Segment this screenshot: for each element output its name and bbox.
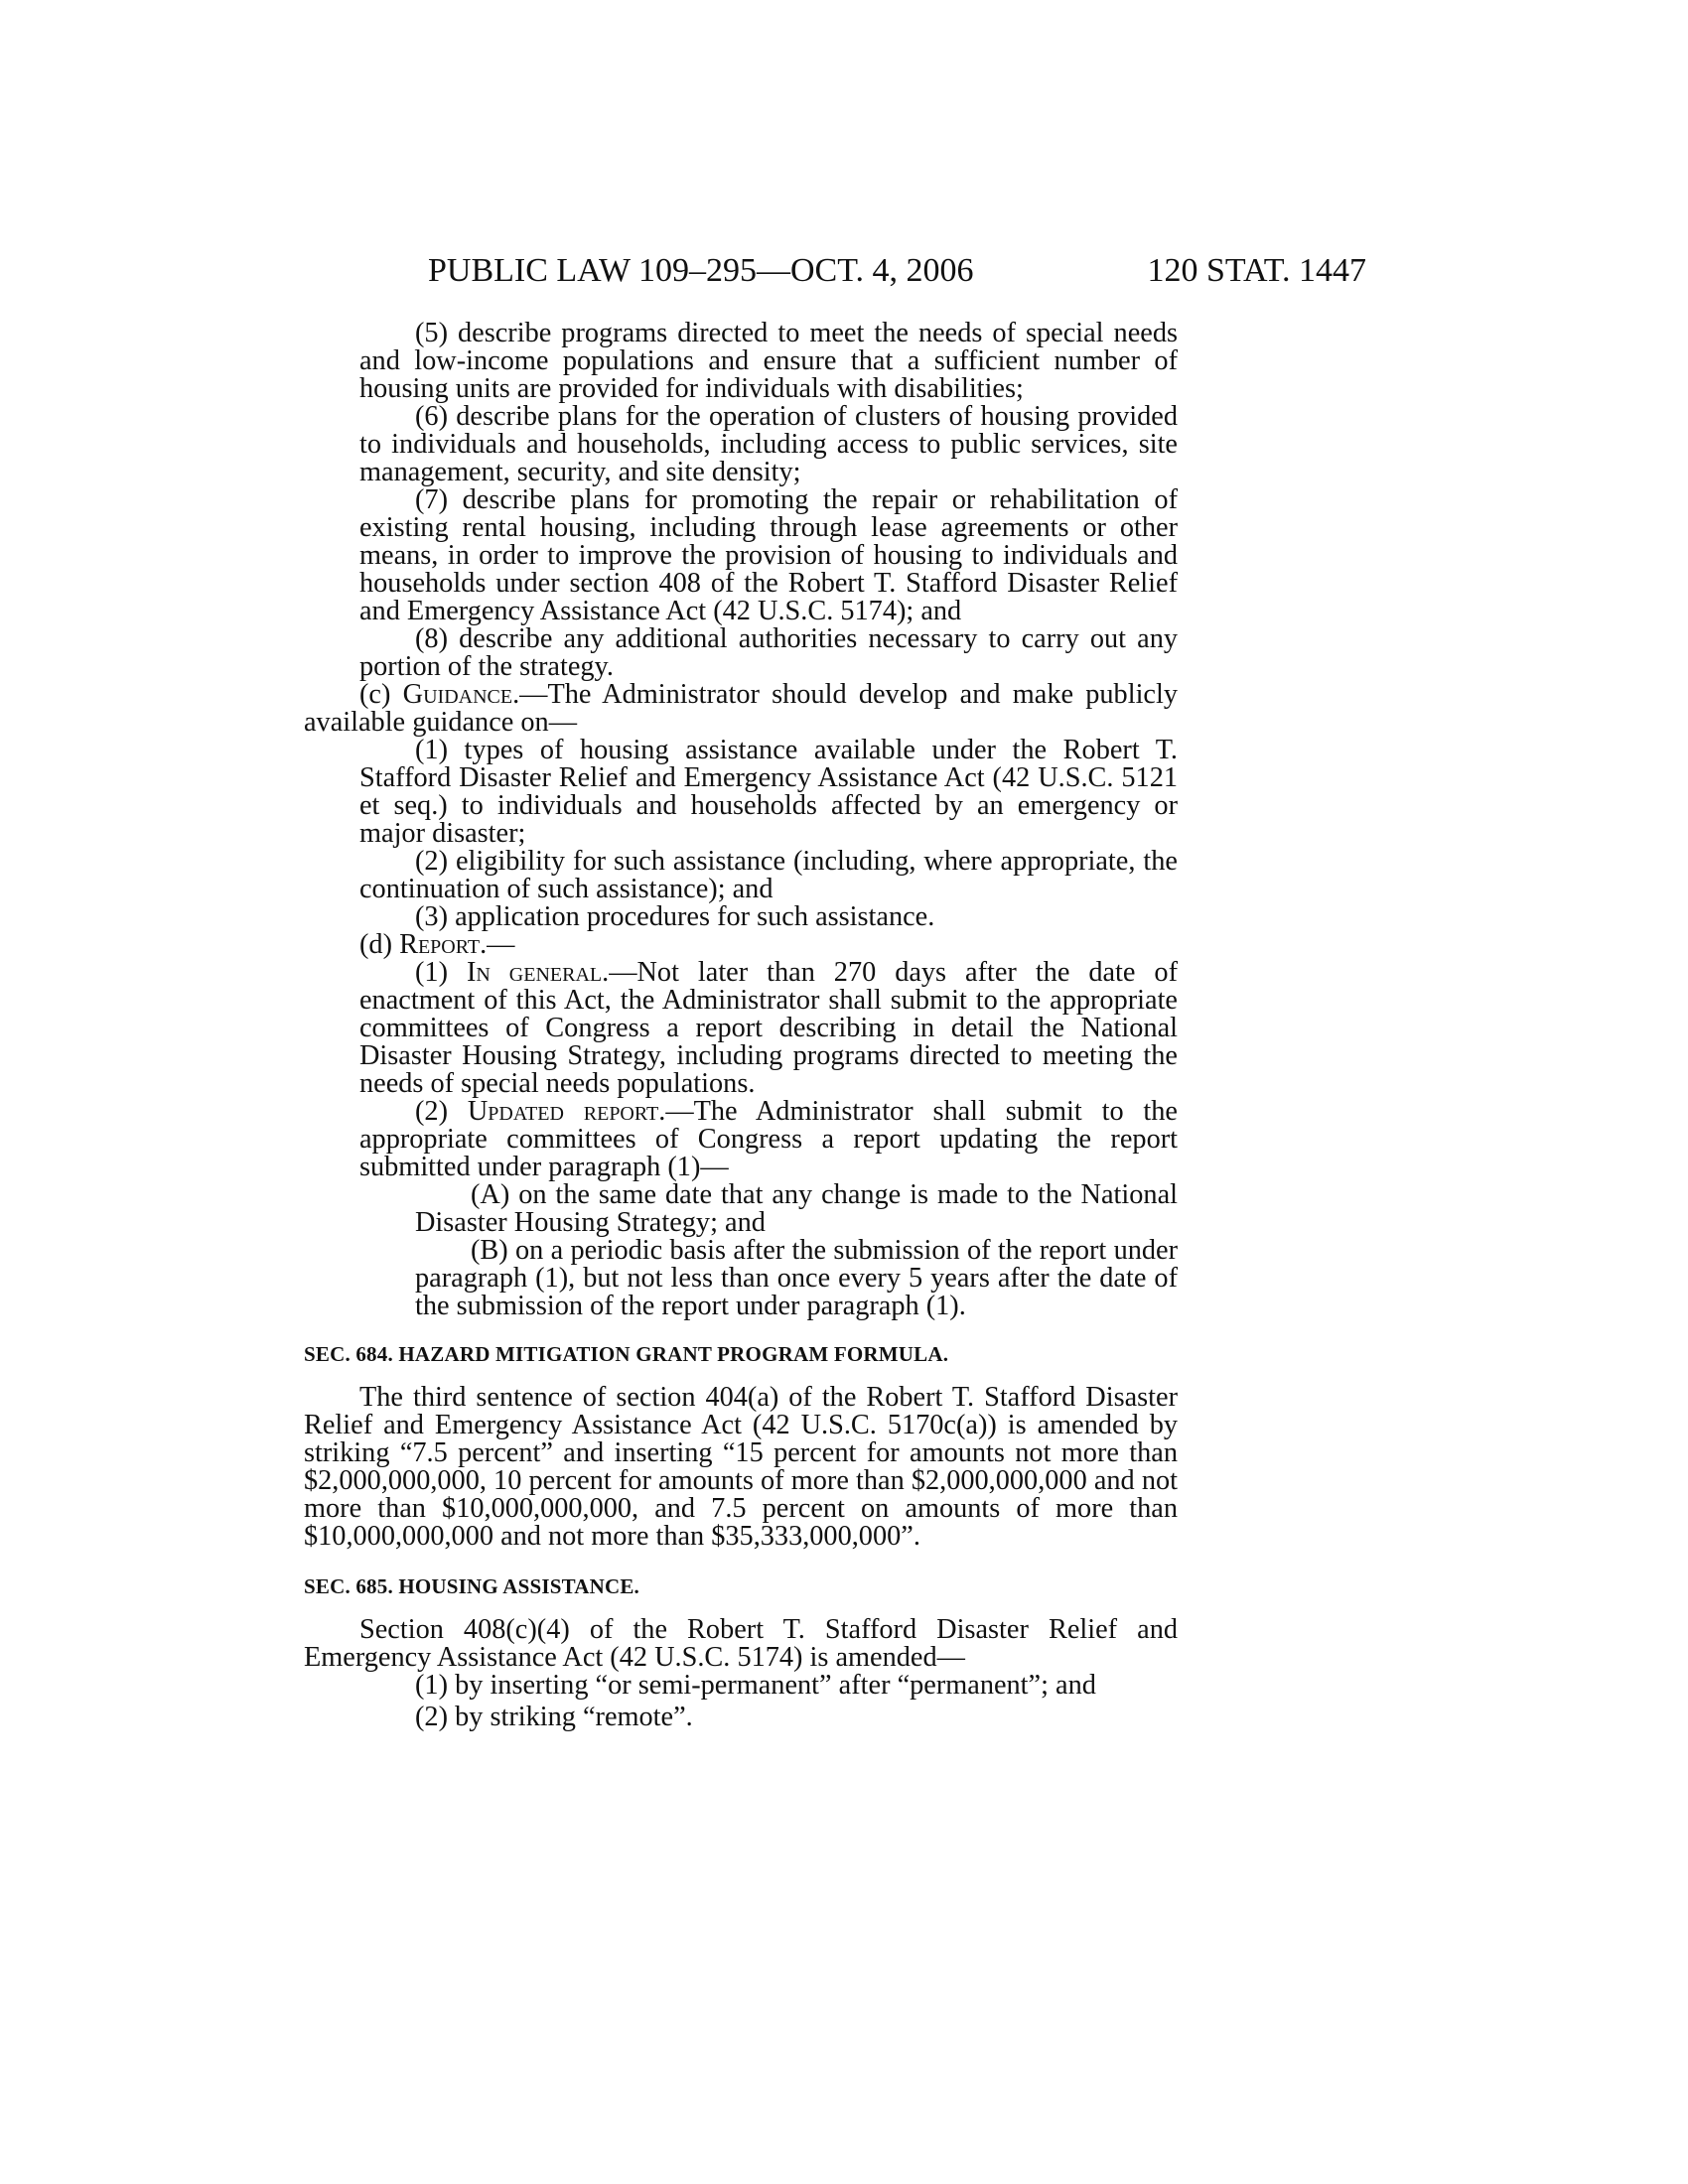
d1-prefix: (1) xyxy=(415,957,467,988)
subsection-c-prefix: (c) xyxy=(359,679,403,710)
d2-heading: Updated report xyxy=(467,1096,659,1127)
section-685-item-1: (1) by inserting “or semi-permanent” after “permanent”; and xyxy=(415,1670,1096,1701)
d2-text: .—The Administrator shall submit to the appropriate committees of Congress a report updating the report submitted under paragraph (1)— xyxy=(359,1096,1178,1182)
statute-page-number: 120 STAT. 1447 xyxy=(1147,252,1366,289)
subsection-d xyxy=(304,931,1178,959)
page-body xyxy=(304,320,1178,1731)
d2-prefix: (2) xyxy=(415,1096,468,1127)
running-title: PUBLIC LAW 109–295—OCT. 4, 2006 xyxy=(428,252,974,289)
d1-text: .—Not later than 270 days after the date of enactment of this Act, the Administrator shall submit to the appropriate committees of Congress a report describing in detail the National Disaster Housing Strategy, including programs directed to meeting the needs of special needs populations. xyxy=(359,957,1179,1099)
subsection-c-heading: Guidance xyxy=(402,679,513,710)
subsection-c-item-1: (1) types of housing assistance available under the Robert T. Stafford Disaster Relief and Emergency Assistance Act (42 U.S.C. 5121 et seq.) to individuals and households affected by an emergency or major disaster; xyxy=(359,735,1178,849)
section-685-intro: Section 408(c)(4) of the Robert T. Stafford Disaster Relief and Emergency Assistance Act (42 U.S.C. 5174) is amended— xyxy=(304,1614,1178,1673)
subsection-c xyxy=(304,681,1178,737)
subsection-d-item-2-B: (B) on a periodic basis after the submission of the report under paragraph (1), but not less than once every 5 years after the date of the submission of the report under paragraph (1). xyxy=(415,1235,1178,1321)
subsection-c-text: .—The Administrator should develop and make publicly available guidance on— xyxy=(304,679,1179,738)
paragraph-7: (7) describe plans for promoting the repair or rehabilitation of existing rental housing, including through lease agreements or other means, in order to improve the provision of housing to individuals and households under section 408 of the Robert T. Stafford Disaster Relief and Emergency Assistance Act (42 U.S.C. 5174); and xyxy=(359,484,1178,626)
subsection-d-item-2 xyxy=(359,1098,1178,1181)
section-684-text: The third sentence of section 404(a) of the Robert T. Stafford Disaster Relief and Emergency Assistance Act (42 U.S.C. 5170c(a)) is amended by striking “7.5 percent” and inserting “15 percent for amounts not more than $2,000,000,000, 10 percent for amounts of more than $2,000,000,000 and not more than $10,000,000,000, and 7.5 percent on amounts of more than $10,000,000,000 and not more than $35,333,000,000”. xyxy=(304,1382,1178,1552)
paragraph-5: (5) describe programs directed to meet the needs of special needs and low-income populations and ensure that a sufficient number of housing units are provided for individuals with disabilities; xyxy=(359,318,1178,404)
subsection-c-item-2: (2) eligibility for such assistance (including, where appropriate, the continuation of such assistance); and xyxy=(359,846,1178,904)
section-685-item-2: (2) by striking “remote”. xyxy=(415,1702,693,1732)
page-header xyxy=(298,251,1366,291)
subsection-d-item-1 xyxy=(359,959,1178,1098)
subsection-d-prefix: (d) xyxy=(359,929,400,960)
d1-heading: In general xyxy=(466,957,603,988)
subsection-d-text: .— xyxy=(480,929,515,960)
paragraph-6: (6) describe plans for the operation of clusters of housing provided to individuals and households, including access to public services, site management, security, and site density; xyxy=(359,401,1178,487)
subsection-d-item-2-A: (A) on the same date that any change is made to the National Disaster Housing Strategy; and xyxy=(415,1179,1178,1238)
paragraph-8: (8) describe any additional authorities necessary to carry out any portion of the strategy. xyxy=(359,623,1178,682)
section-684-heading: SEC. 684. HAZARD MITIGATION GRANT PROGRAM FORMULA. xyxy=(304,1342,949,1366)
subsection-d-heading: Report xyxy=(399,929,481,960)
section-685-heading: SEC. 685. HOUSING ASSISTANCE. xyxy=(304,1574,640,1598)
subsection-c-item-3: (3) application procedures for such assistance. xyxy=(415,901,935,932)
